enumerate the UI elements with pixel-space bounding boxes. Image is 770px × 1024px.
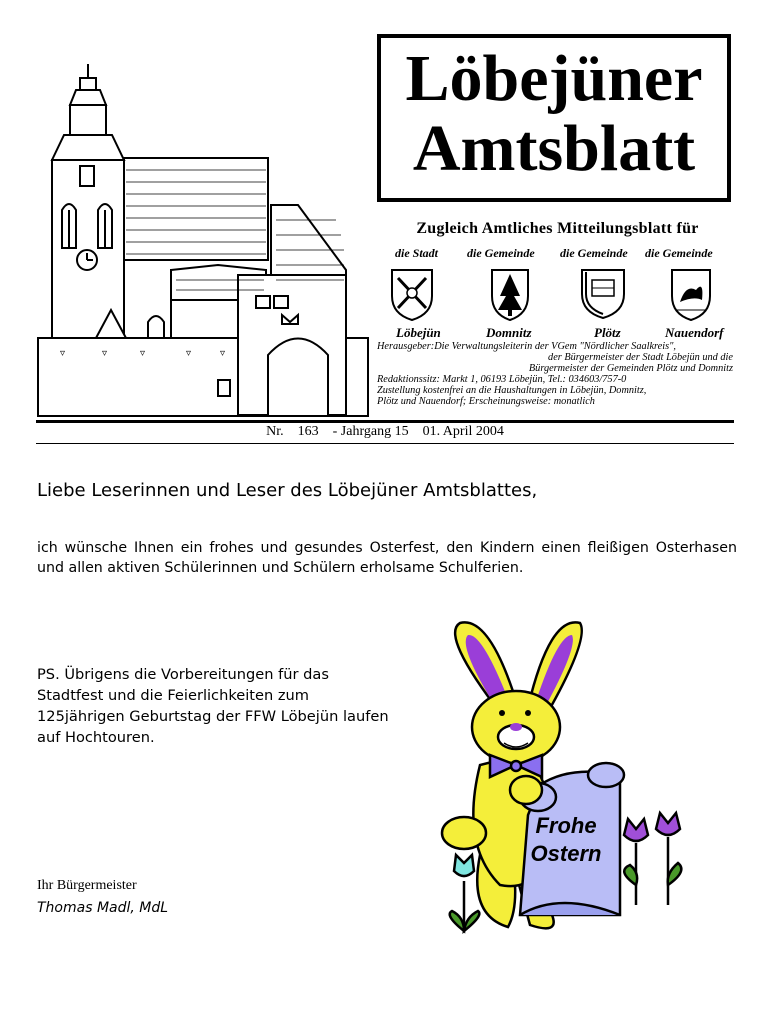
svg-text:▿: ▿ bbox=[60, 348, 66, 359]
scroll-greeting-line1: Frohe bbox=[535, 813, 597, 838]
letter-salutation: Liebe Leserinnen und Leser des Löbejüner Amtsblattes, bbox=[37, 480, 538, 501]
imprint-block bbox=[377, 341, 733, 407]
imprint-line: Herausgeber:Die Verwaltungsleiterin der VGem "Nördlicher Saalkreis", bbox=[377, 341, 677, 352]
imprint-line: der Bürgermeister der Stadt Löbejün und die bbox=[548, 352, 733, 363]
masthead-title-box bbox=[377, 34, 731, 202]
ploetz-crest-icon bbox=[578, 266, 628, 320]
signature-title: Ihr Bürgermeister bbox=[37, 878, 137, 893]
imprint-line: Plötz und Nauendorf; Erscheinungsweise: monatlich bbox=[377, 396, 595, 407]
municipality-name-domnitz: Domnitz bbox=[486, 325, 532, 340]
svg-text:▿: ▿ bbox=[220, 348, 226, 359]
letter-ps-paragraph: PS. Übrigens die Vorbereitungen für das Stadtfest und die Feierlichkeiten zum 125jährigen Geburtstag der FFW Löbejün laufen auf Hochtouren. bbox=[37, 666, 389, 746]
nauendorf-crest-icon bbox=[668, 266, 714, 322]
municipality-caption-domnitz: die Gemeinde bbox=[467, 246, 535, 260]
masthead-subtitle: Zugleich Amtliches Mitteilungsblatt für bbox=[416, 220, 699, 237]
masthead-title-line1: Löbejüner bbox=[405, 42, 703, 115]
municipality-caption-nauendorf: die Gemeinde bbox=[645, 246, 713, 260]
easter-bunny-icon bbox=[420, 615, 720, 955]
municipality-caption-ploetz: die Gemeinde bbox=[560, 246, 628, 260]
imprint-line: Zustellung kostenfrei an die Haushaltungen in Löbejün, Domnitz, bbox=[377, 385, 647, 396]
church-drawing-icon bbox=[36, 60, 376, 420]
issue-info: Nr. 163 - Jahrgang 15 01. April 2004 bbox=[266, 424, 504, 439]
svg-text:▿: ▿ bbox=[186, 348, 192, 359]
municipality-name-nauendorf: Nauendorf bbox=[665, 325, 724, 340]
signature-name: Thomas Madl, MdL bbox=[37, 900, 169, 916]
imprint-line: Redaktionssitz: Markt 1, 06193 Löbejün, Tel.: 034603/757-0 bbox=[377, 374, 627, 385]
municipality-caption-loebejuen: die Stadt bbox=[395, 246, 439, 260]
header-rule-bottom bbox=[36, 443, 734, 444]
domnitz-crest-icon bbox=[488, 266, 532, 322]
municipality-name-ploetz: Plötz bbox=[594, 325, 621, 340]
municipality-name-loebejuen: Löbejün bbox=[396, 325, 441, 340]
svg-text:▿: ▿ bbox=[102, 348, 108, 359]
svg-text:▿: ▿ bbox=[140, 348, 146, 359]
imprint-line: Bürgermeister der Gemeinden Plötz und Domnitz bbox=[528, 363, 733, 374]
masthead-title-line2: Amtsblatt bbox=[412, 112, 696, 185]
loebejuen-crest-icon bbox=[388, 266, 436, 322]
header-rule-top bbox=[36, 420, 734, 423]
letter-intro-paragraph: ich wünsche Ihnen ein frohes und gesundes Osterfest, den Kindern einen fleißigen Osterhasen und allen aktiven Schülerinnen und Schülern erholsame Schulferien. bbox=[37, 540, 737, 576]
scroll-greeting-line2: Ostern bbox=[530, 841, 602, 866]
